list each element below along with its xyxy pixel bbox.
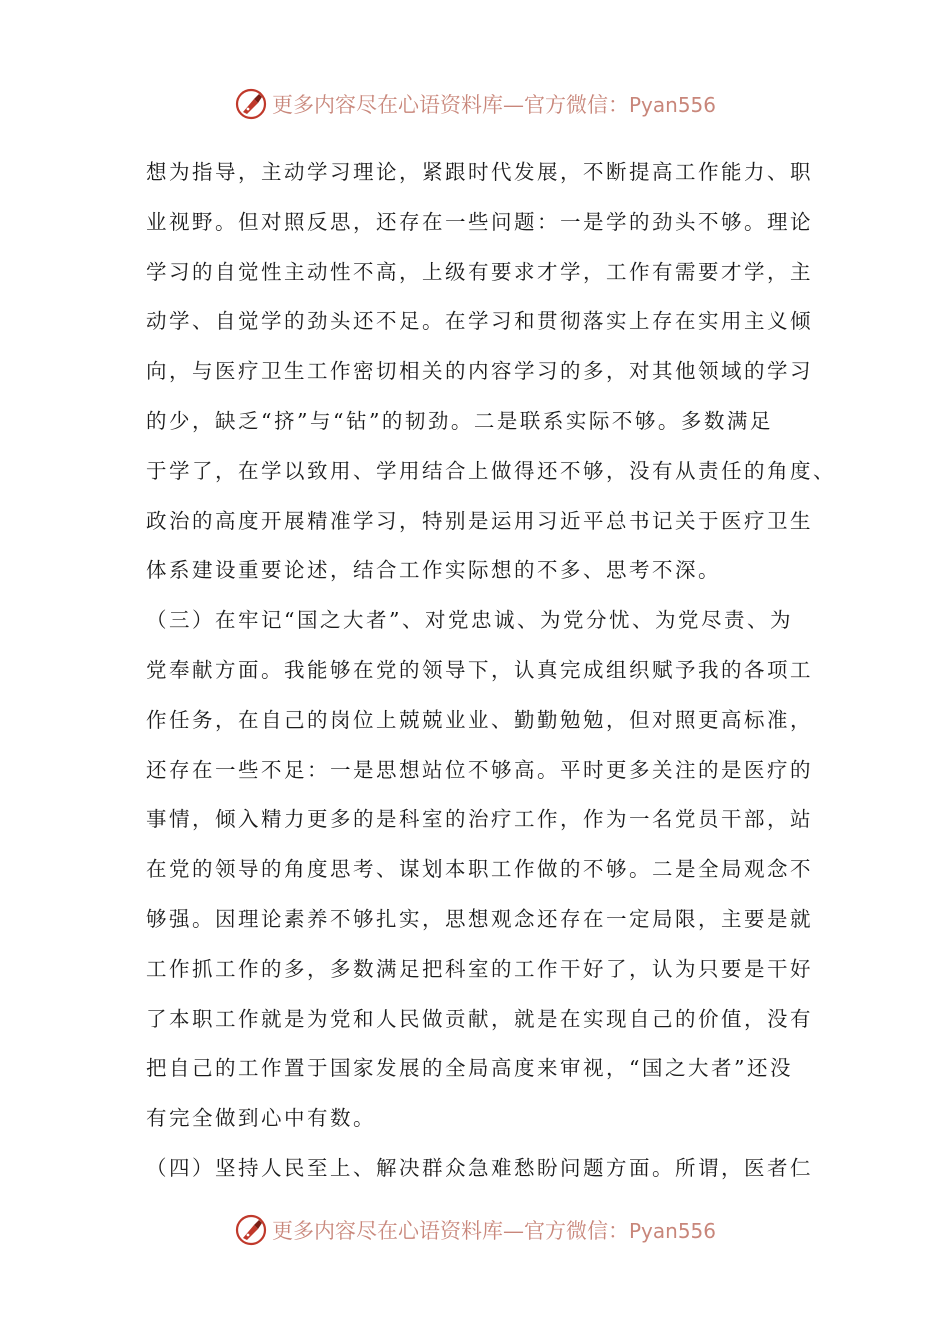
document-body — [146, 148, 846, 1194]
text-line: 了本职工作就是为党和人民做贡献，就是在实现自己的价值，没有 — [146, 1006, 813, 1031]
text-line: 有完全做到心中有数。 — [146, 1106, 376, 1131]
text-line: 动学、自觉学的劲头还不足。在学习和贯彻落实上存在实用主义倾 — [146, 309, 813, 334]
text-line: 于学了，在学以致用、学用结合上做得还不够，没有从责任的角度、 — [146, 458, 836, 483]
text-line: 作任务，在自己的岗位上兢兢业业、勤勤勉勉，但对照更高标准， — [146, 707, 813, 732]
text-line: （三）在牢记“国之大者”、对党忠诚、为党分忧、为党尽责、为 — [146, 608, 793, 633]
pen-nib-logo-icon — [234, 1213, 268, 1247]
footer-watermark — [0, 1210, 950, 1250]
text-line: 的少，缺乏“挤”与“钻”的韧劲。二是联系实际不够。多数满足 — [146, 408, 773, 433]
text-line: 在党的领导的角度思考、谋划本职工作做的不够。二是全局观念不 — [146, 857, 813, 882]
header-watermark — [0, 84, 950, 124]
text-line: 业视野。但对照反思，还存在一些问题：一是学的劲头不够。理论 — [146, 209, 813, 234]
text-line: 够强。因理论素养不够扎实，思想观念还存在一定局限，主要是就 — [146, 906, 813, 931]
text-line: 学习的自觉性主动性不高，上级有要求才学，工作有需要才学，主 — [146, 259, 813, 284]
text-line: 体系建设重要论述，结合工作实际想的不多、思考不深。 — [146, 558, 721, 583]
text-line: 向，与医疗卫生工作密切相关的内容学习的多，对其他领域的学习 — [146, 359, 813, 384]
watermark-wechat-id: Pyan556 — [628, 1219, 716, 1243]
watermark-wechat-id: Pyan556 — [628, 93, 716, 117]
text-line: 还存在一些不足：一是思想站位不够高。平时更多关注的是医疗的 — [146, 757, 813, 782]
watermark-text: 更多内容尽在心语资料库—官方微信：Pyan556 — [271, 1219, 716, 1243]
text-line: 想为指导，主动学习理论，紧跟时代发展，不断提高工作能力、职 — [146, 160, 813, 184]
text-line: （四）坚持人民至上、解决群众急难愁盼问题方面。所谓，医者仁 — [146, 1155, 813, 1180]
text-line: 工作抓工作的多，多数满足把科室的工作干好了，认为只要是干好 — [146, 956, 813, 981]
watermark-text: 更多内容尽在心语资料库—官方微信：Pyan556 — [271, 93, 716, 117]
text-line: 事情，倾入精力更多的是科室的治疗工作，作为一名党员干部，站 — [146, 807, 813, 832]
text-line: 政治的高度开展精准学习，特别是运用习近平总书记关于医疗卫生 — [146, 508, 813, 533]
text-line: 党奉献方面。我能够在党的领导下，认真完成组织赋予我的各项工 — [146, 657, 813, 682]
text-line: 把自己的工作置于国家发展的全局高度来审视，“国之大者”还没 — [146, 1056, 793, 1081]
pen-nib-logo-icon — [234, 87, 268, 121]
